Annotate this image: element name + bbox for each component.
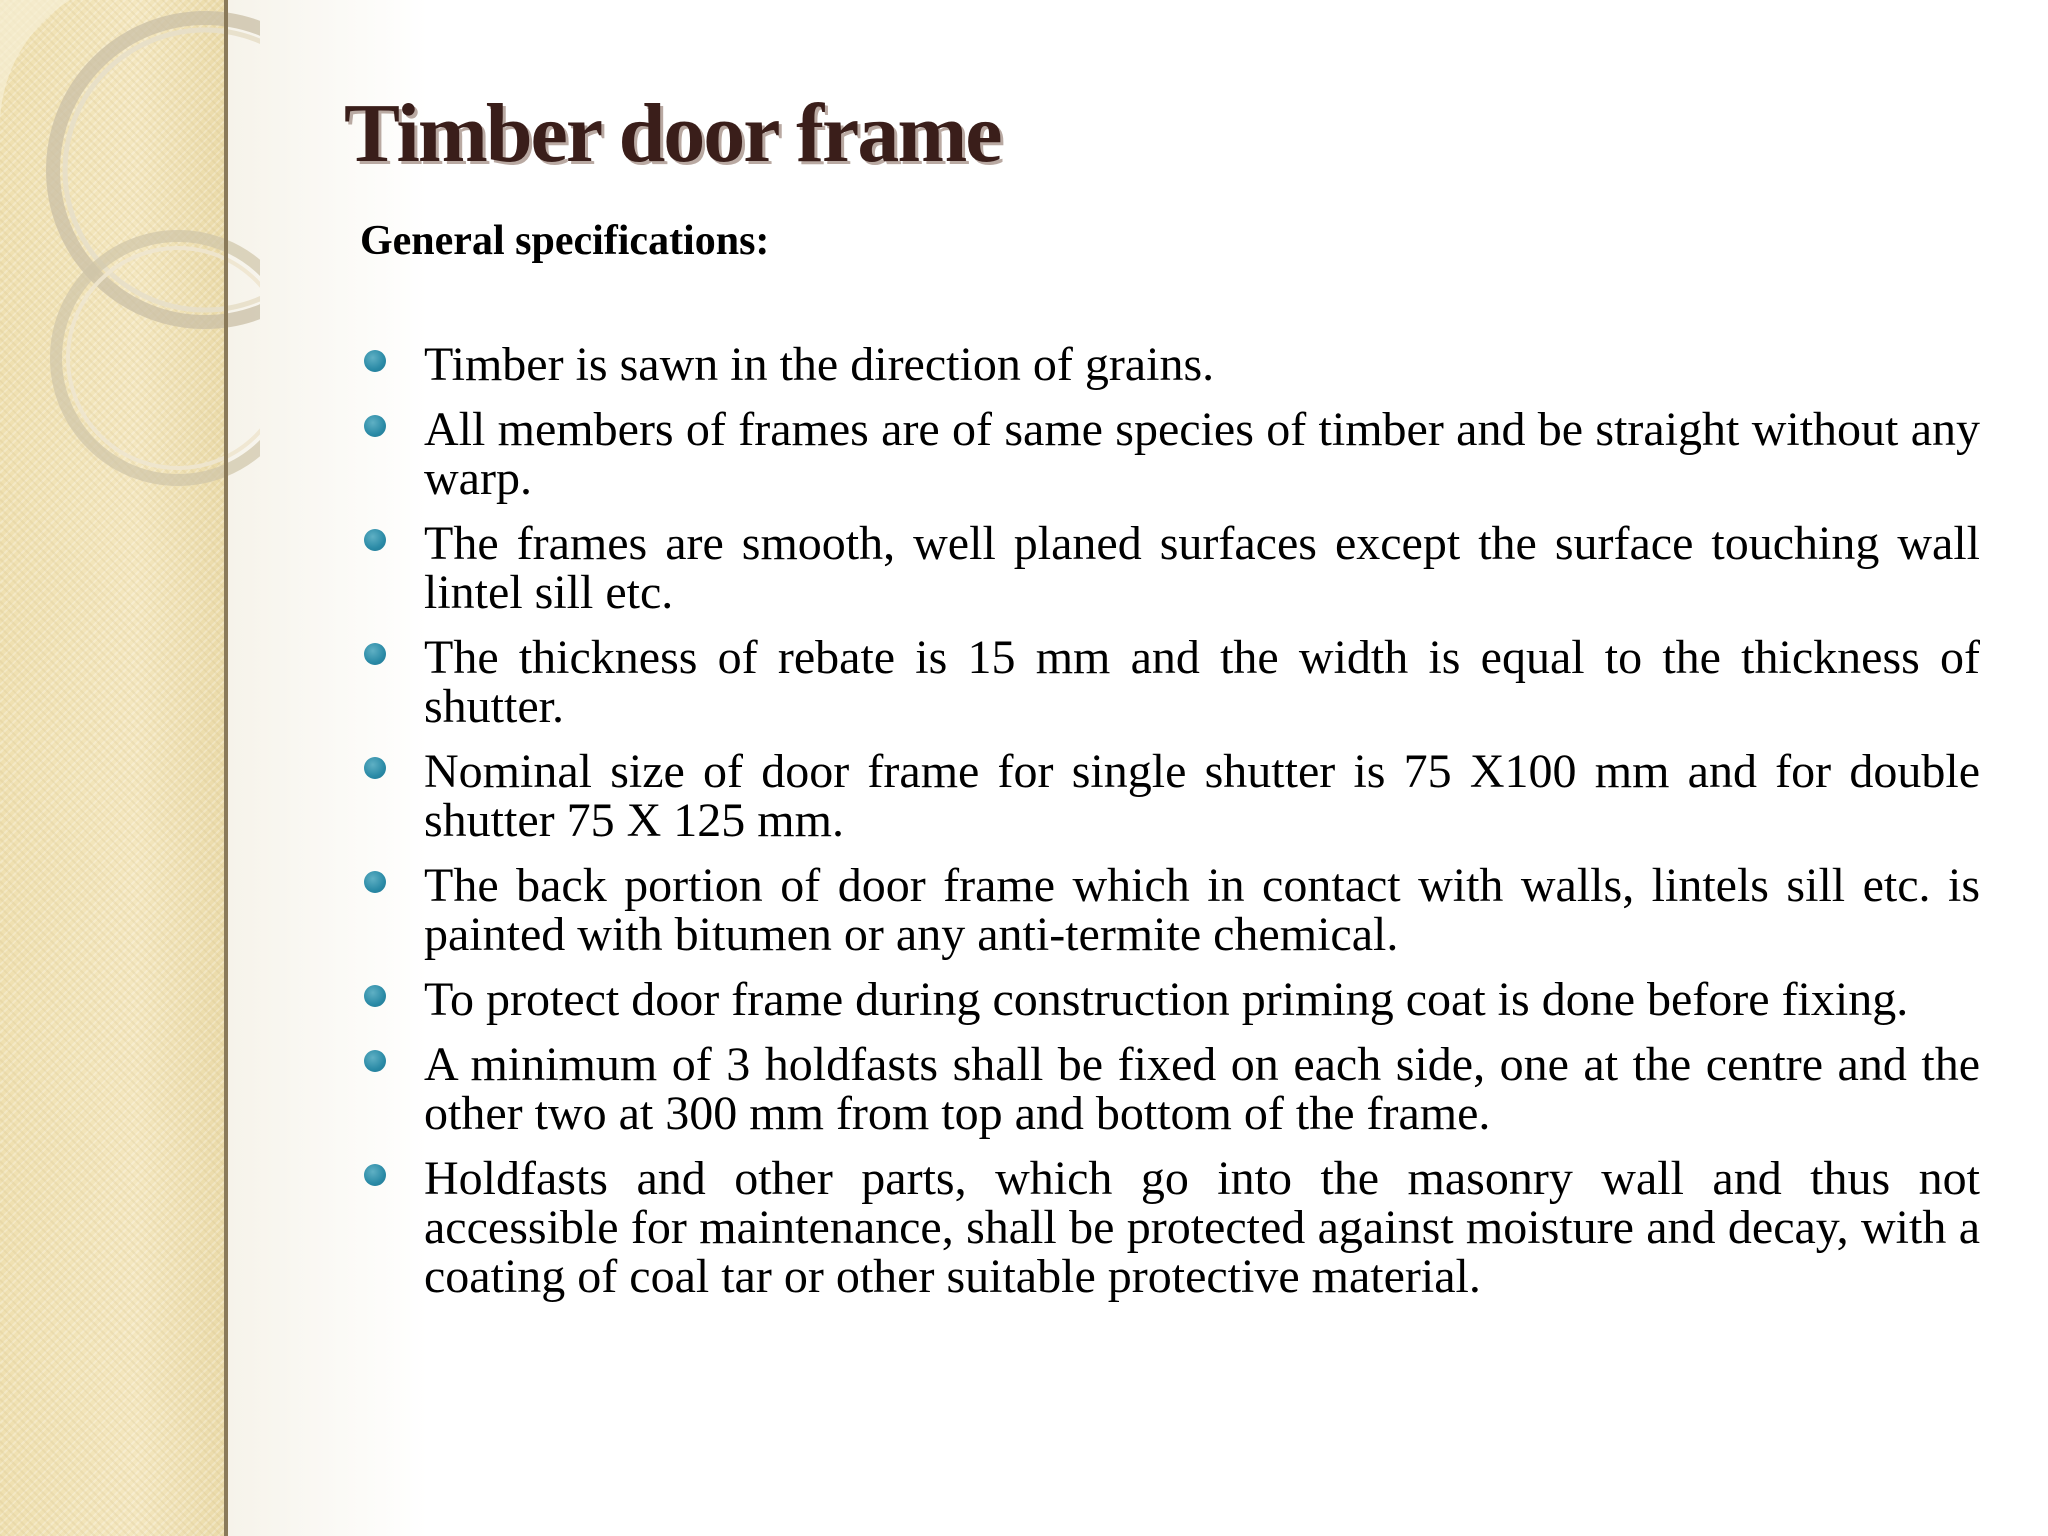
bullet-item	[360, 340, 1980, 389]
bullet-item	[360, 405, 1980, 503]
bullet-text: Holdfasts and other parts, which go into the masonry wall and thus not accessible for maintenance, shall be protected against moisture and decay, with a coating of coal tar or other suitable protective material.	[424, 1152, 1980, 1303]
bullet-icon	[364, 1164, 386, 1186]
section-heading: General specifications:	[360, 218, 770, 264]
bullet-item	[360, 633, 1980, 731]
bullet-item	[360, 975, 1980, 1024]
bullet-icon	[364, 350, 386, 372]
bullet-icon	[364, 1050, 386, 1072]
bullet-list	[360, 340, 1980, 1317]
bullet-text: To protect door frame during construction priming coat is done before fixing.	[424, 973, 1909, 1026]
bullet-item	[360, 747, 1980, 845]
bullet-text: All members of frames are of same species of timber and be straight without any warp.	[424, 403, 1980, 505]
bullet-item	[360, 1040, 1980, 1138]
bullet-icon	[364, 757, 386, 779]
bullet-icon	[364, 985, 386, 1007]
bullet-icon	[364, 529, 386, 551]
bullet-icon	[364, 643, 386, 665]
bullet-text: A minimum of 3 holdfasts shall be fixed on each side, one at the centre and the other two at 300 mm from top and bottom of the frame.	[424, 1038, 1980, 1140]
bullet-text: Timber is sawn in the direction of grains.	[424, 338, 1215, 391]
bullet-text: Nominal size of door frame for single shutter is 75 X100 mm and for double shutter 75 X 125 mm.	[424, 745, 1980, 847]
bullet-item	[360, 519, 1980, 617]
slide-title: Timber door frame	[344, 87, 1001, 180]
bullet-icon	[364, 415, 386, 437]
bullet-icon	[364, 871, 386, 893]
bullet-text: The back portion of door frame which in contact with walls, lintels sill etc. is painted with bitumen or any anti-termite chemical.	[424, 859, 1980, 961]
bullet-item	[360, 1154, 1980, 1301]
bullet-text: The thickness of rebate is 15 mm and the width is equal to the thickness of shutter.	[424, 631, 1980, 733]
bullet-text: The frames are smooth, well planed surfaces except the surface touching wall lintel sill etc.	[424, 517, 1980, 619]
bullet-item	[360, 861, 1980, 959]
